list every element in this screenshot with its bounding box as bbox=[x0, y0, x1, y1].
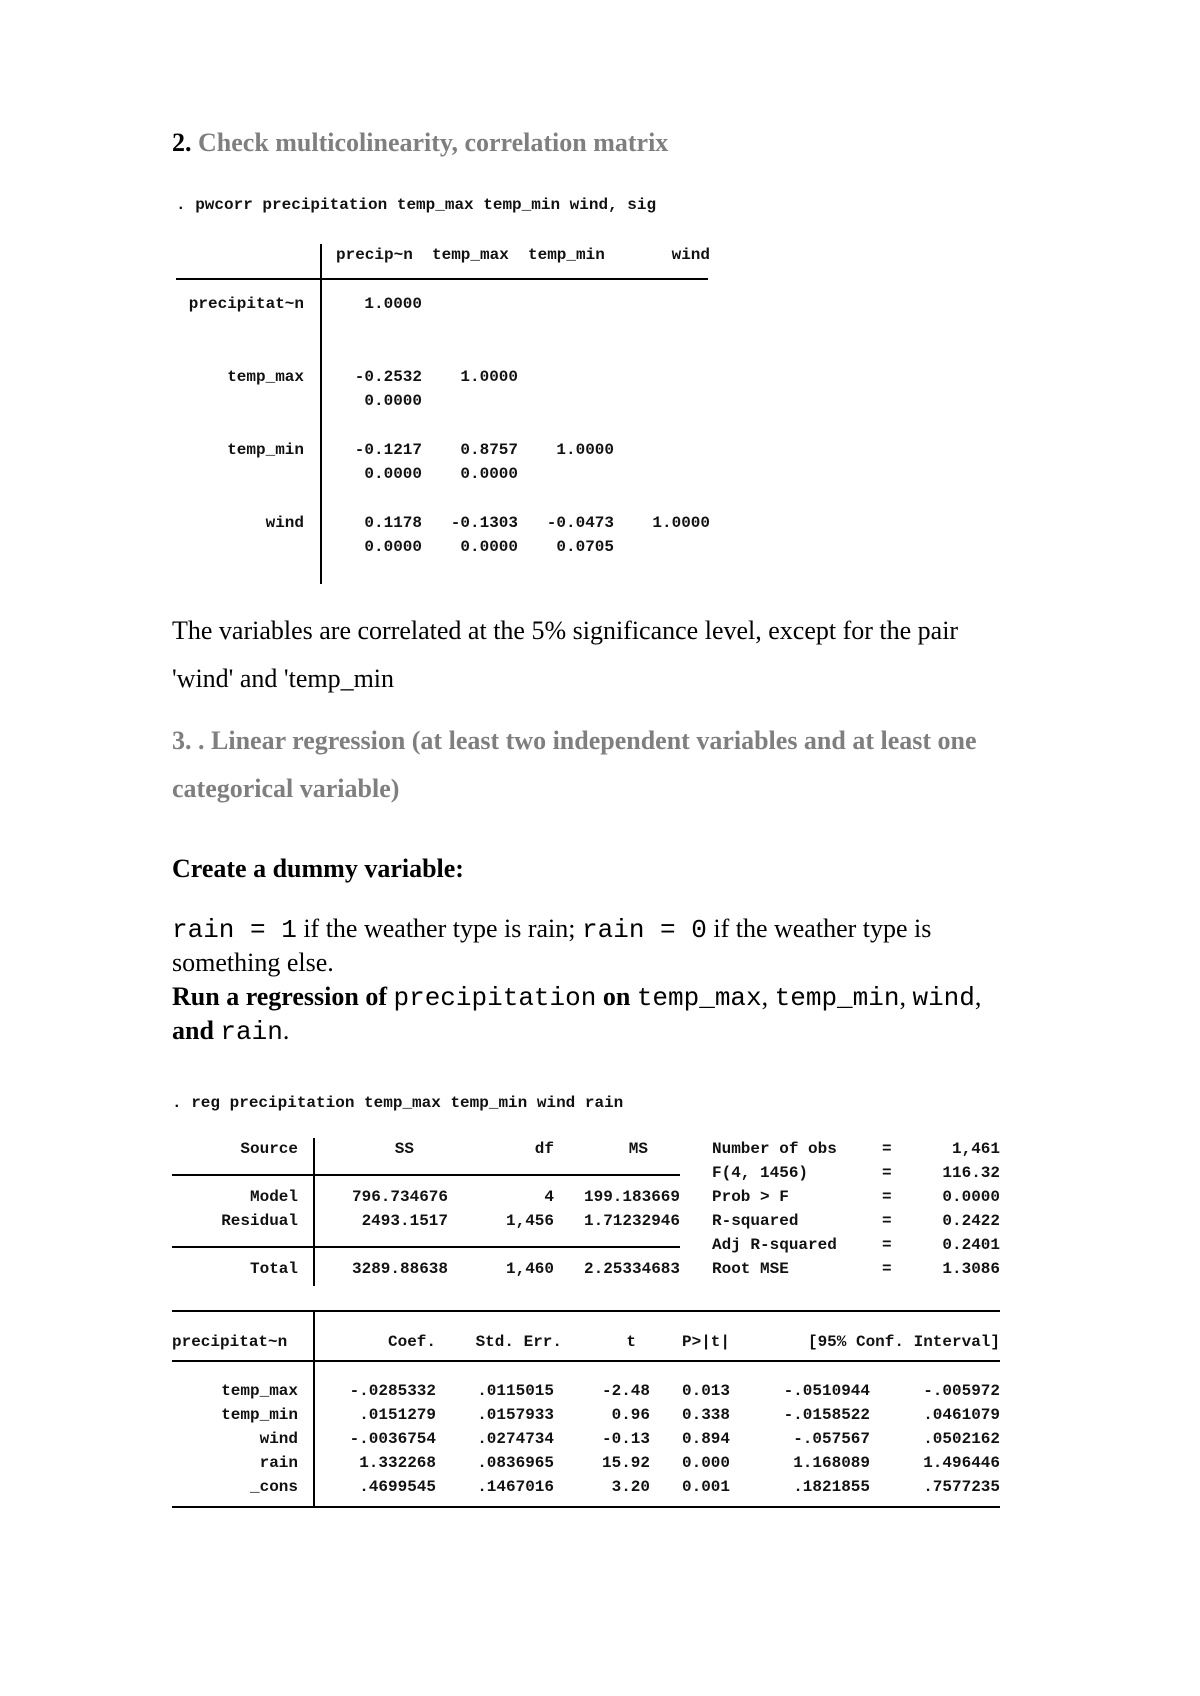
dummy-code-1: rain = 1 bbox=[172, 915, 297, 945]
coef-value: -.0285332 bbox=[349, 1382, 436, 1400]
correlation-conclusion-line1: The variables are correlated at the 5% significance level, except for the pair bbox=[172, 616, 959, 645]
corr-pvalue: 0.0000 bbox=[460, 465, 518, 483]
coef-p: 0.001 bbox=[681, 1478, 730, 1496]
anova-ms: 1.71232946 bbox=[583, 1212, 680, 1230]
corr-coef: 1.0000 bbox=[652, 514, 710, 532]
stat-label: Root MSE bbox=[712, 1260, 789, 1278]
anova-df: 1,456 bbox=[505, 1212, 554, 1230]
coef-ci-high: .7577235 bbox=[923, 1478, 1000, 1496]
stat-value: 116.32 bbox=[942, 1164, 1000, 1182]
corr-col-header: wind bbox=[671, 246, 710, 264]
comma: , bbox=[761, 982, 775, 1011]
coef-ci-low: -.0510944 bbox=[783, 1382, 870, 1400]
coef-p: 0.338 bbox=[681, 1406, 730, 1424]
coef-se: .0836965 bbox=[477, 1454, 554, 1472]
anova-source: Model bbox=[249, 1188, 298, 1206]
coef-header: Coef. bbox=[387, 1333, 436, 1351]
coef-se: .0274734 bbox=[477, 1430, 554, 1448]
corr-coef: -0.0473 bbox=[546, 514, 614, 532]
anova-ss: 796.734676 bbox=[351, 1188, 448, 1206]
section-2-number: 2. bbox=[172, 128, 192, 157]
comma: , bbox=[899, 982, 913, 1011]
stat-value: 0.2422 bbox=[942, 1212, 1000, 1230]
coef-var: wind bbox=[259, 1430, 298, 1448]
coef-value: -.0036754 bbox=[349, 1430, 436, 1448]
code-rain: rain bbox=[220, 1017, 283, 1047]
anova-ss: 3289.88638 bbox=[351, 1260, 448, 1278]
corr-row-label: wind bbox=[265, 514, 304, 532]
coef-top-rule bbox=[172, 1310, 1000, 1312]
coef-t: 0.96 bbox=[611, 1406, 650, 1424]
stat-equals: = bbox=[882, 1236, 892, 1254]
pwcorr-command: . pwcorr precipitation temp_max temp_min wind, sig bbox=[176, 196, 657, 214]
section-3-heading-line1: 3. . Linear regression (at least two independent variables and at least one bbox=[172, 726, 977, 755]
corr-vertical-rule bbox=[320, 244, 322, 584]
coef-ci-high: 1.496446 bbox=[923, 1454, 1000, 1472]
coef-dep-var: precipitat~n bbox=[172, 1333, 288, 1351]
coef-value: .4699545 bbox=[359, 1478, 436, 1496]
corr-coef: 1.0000 bbox=[556, 441, 614, 459]
coef-header: Std. Err. bbox=[475, 1333, 562, 1351]
reg-command: . reg precipitation temp_max temp_min wind rain bbox=[172, 1094, 624, 1112]
anova-total-rule bbox=[172, 1246, 680, 1248]
coef-var: _cons bbox=[249, 1478, 298, 1496]
anova-ms: 2.25334683 bbox=[583, 1260, 680, 1278]
corr-pvalue: 0.0000 bbox=[460, 538, 518, 556]
coef-bottom-rule bbox=[172, 1506, 1000, 1508]
stat-equals: = bbox=[882, 1140, 892, 1158]
section-2-heading bbox=[172, 128, 668, 158]
corr-col-header: temp_min bbox=[528, 246, 605, 264]
anova-df: 4 bbox=[544, 1188, 554, 1206]
anova-header-df: df bbox=[534, 1140, 554, 1158]
coef-ci-high: .0461079 bbox=[923, 1406, 1000, 1424]
coef-header: t bbox=[626, 1333, 636, 1351]
stat-equals: = bbox=[882, 1164, 892, 1182]
anova-ms: 199.183669 bbox=[583, 1188, 680, 1206]
dummy-variable-heading: Create a dummy variable: bbox=[172, 854, 464, 883]
anova-source: Total bbox=[249, 1260, 298, 1278]
coef-p: 0.894 bbox=[681, 1430, 730, 1448]
stat-value: 1,461 bbox=[951, 1140, 1000, 1158]
coef-ci-low: -.0158522 bbox=[783, 1406, 870, 1424]
code-wind: wind bbox=[912, 983, 975, 1013]
corr-row-label: temp_max bbox=[227, 368, 304, 386]
section-2-title: Check multicolinearity, correlation matrix bbox=[191, 128, 669, 157]
anova-header-ms: MS bbox=[628, 1140, 648, 1158]
stat-equals: = bbox=[882, 1188, 892, 1206]
correlation-conclusion-line2: 'wind' and 'temp_min bbox=[172, 664, 395, 693]
corr-pvalue: 0.0000 bbox=[364, 538, 422, 556]
stat-value: 0.0000 bbox=[942, 1188, 1000, 1206]
corr-coef: -0.2532 bbox=[354, 368, 422, 386]
corr-coef: -0.1217 bbox=[354, 441, 422, 459]
run-on-text: on bbox=[596, 982, 637, 1011]
dummy-definition-line2: something else. bbox=[172, 948, 334, 977]
coef-se: .1467016 bbox=[477, 1478, 554, 1496]
coef-ci-high: -.005972 bbox=[923, 1382, 1000, 1400]
corr-pvalue: 0.0000 bbox=[364, 392, 422, 410]
code-temp-min: temp_min bbox=[774, 983, 900, 1013]
corr-pvalue: 0.0705 bbox=[556, 538, 614, 556]
stat-label: R-squared bbox=[712, 1212, 799, 1230]
coef-se: .0115015 bbox=[477, 1382, 554, 1400]
corr-coef: 0.1178 bbox=[364, 514, 422, 532]
stat-equals: = bbox=[882, 1260, 892, 1278]
corr-coef: -0.1303 bbox=[450, 514, 518, 532]
coef-header: P>|t| bbox=[681, 1333, 730, 1351]
coef-t: 3.20 bbox=[611, 1478, 650, 1496]
coef-ci-low: 1.168089 bbox=[793, 1454, 870, 1472]
anova-header-ss: SS bbox=[394, 1140, 414, 1158]
corr-row-label: precipitat~n bbox=[188, 295, 304, 313]
corr-coef: 1.0000 bbox=[364, 295, 422, 313]
stat-label: Adj R-squared bbox=[712, 1236, 837, 1254]
coef-value: .0151279 bbox=[359, 1406, 436, 1424]
code-precipitation: precipitation bbox=[393, 983, 597, 1013]
period: . bbox=[282, 1016, 290, 1045]
coef-var: temp_min bbox=[221, 1406, 298, 1424]
coef-var: rain bbox=[259, 1454, 298, 1472]
stat-label: Number of obs bbox=[712, 1140, 837, 1158]
anova-vertical-rule bbox=[313, 1138, 315, 1286]
dummy-definition-line1 bbox=[172, 914, 931, 945]
coef-header: [95% Conf. Interval] bbox=[807, 1333, 1000, 1351]
coef-t: -0.13 bbox=[601, 1430, 650, 1448]
coef-p: 0.013 bbox=[681, 1382, 730, 1400]
stat-equals: = bbox=[882, 1212, 892, 1230]
dummy-text-1: if the weather type is rain; bbox=[296, 914, 583, 943]
corr-col-header: precip~n bbox=[336, 246, 413, 264]
dummy-text-2: if the weather type is bbox=[706, 914, 932, 943]
run-regression-line1 bbox=[172, 982, 981, 1013]
corr-coef: 1.0000 bbox=[460, 368, 518, 386]
coef-value: 1.332268 bbox=[359, 1454, 436, 1472]
dummy-code-2: rain = 0 bbox=[582, 915, 707, 945]
corr-coef: 0.8757 bbox=[460, 441, 518, 459]
anova-df: 1,460 bbox=[505, 1260, 554, 1278]
section-3-heading-line2: categorical variable) bbox=[172, 774, 400, 803]
stat-value: 1.3086 bbox=[942, 1260, 1000, 1278]
anova-source: Residual bbox=[221, 1212, 298, 1230]
anova-header-rule bbox=[172, 1174, 680, 1176]
stat-value: 0.2401 bbox=[942, 1236, 1000, 1254]
comma: , bbox=[974, 982, 982, 1011]
coef-ci-high: .0502162 bbox=[923, 1430, 1000, 1448]
coef-t: -2.48 bbox=[601, 1382, 650, 1400]
run-regression-line2 bbox=[172, 1016, 289, 1047]
run-and-text: and bbox=[172, 1016, 221, 1045]
coef-ci-low: .1821855 bbox=[793, 1478, 870, 1496]
run-bold-text: Run a regression of bbox=[172, 982, 394, 1011]
coef-se: .0157933 bbox=[477, 1406, 554, 1424]
coef-ci-low: -.057567 bbox=[793, 1430, 870, 1448]
corr-row-label: temp_min bbox=[227, 441, 304, 459]
coef-t: 15.92 bbox=[601, 1454, 650, 1472]
anova-header-source: Source bbox=[240, 1140, 298, 1158]
coef-vertical-rule bbox=[313, 1310, 315, 1506]
coef-p: 0.000 bbox=[681, 1454, 730, 1472]
code-temp-max: temp_max bbox=[636, 983, 762, 1013]
coef-var: temp_max bbox=[221, 1382, 298, 1400]
stat-label: Prob > F bbox=[712, 1188, 789, 1206]
anova-ss: 2493.1517 bbox=[361, 1212, 448, 1230]
corr-pvalue: 0.0000 bbox=[364, 465, 422, 483]
stat-label: F(4, 1456) bbox=[712, 1164, 809, 1182]
corr-col-header: temp_max bbox=[432, 246, 509, 264]
coef-header-rule bbox=[172, 1360, 1000, 1362]
corr-header-rule bbox=[176, 278, 708, 280]
